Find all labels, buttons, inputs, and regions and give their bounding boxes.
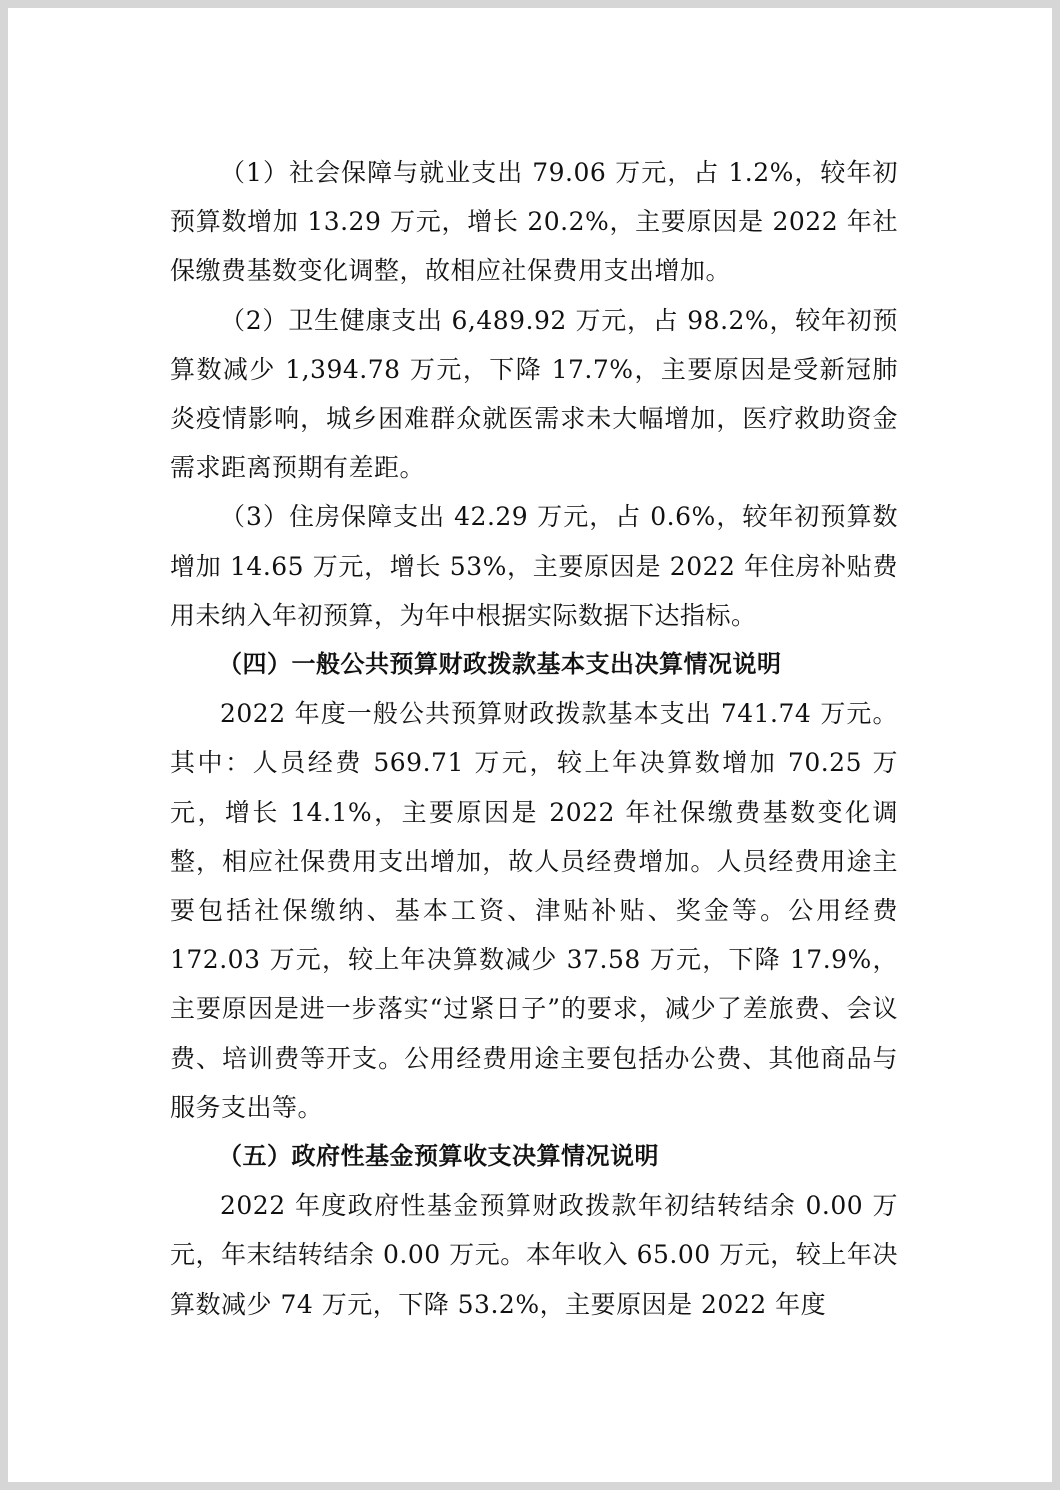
section-heading-basic-expenditure: （四）一般公共预算财政拨款基本支出决算情况说明 — [218, 650, 782, 679]
paragraph-health: （2）卫生健康支出 6,489.92 万元，占 98.2%，较年初预算数减少 1,394.78 万元，下降 17.7%，主要原因是受新冠肺炎疫情影响，城乡困难群众就医需求未大幅增加，医疗救助资金需求距离预期有差距。 — [170, 305, 898, 483]
paragraph-government-fund: 2022 年度政府性基金预算财政拨款年初结转结余 0.00 万元，年末结转结余 0.00 万元。本年收入 65.00 万元，较上年决算数减少 74 万元，下降 53.2%，主要原因是 2022 年度 — [170, 1191, 898, 1319]
paragraph-housing: （3）住房保障支出 42.29 万元，占 0.6%，较年初预算数增加 14.65 万元，增长 53%，主要原因是 2022 年住房补贴费用未纳入年初预算，为年中根据实际数据下达指标。 — [170, 502, 898, 630]
paragraph-social-security: （1）社会保障与就业支出 79.06 万元，占 1.2%，较年初预算数增加 13.29 万元，增长 20.2%，主要原因是 2022 年社保缴费基数变化调整，故相应社保费用支出增加。 — [170, 158, 898, 286]
document-page — [8, 8, 1052, 1482]
paragraph-basic-expenditure: 2022 年度一般公共预算财政拨款基本支出 741.74 万元。其中：人员经费 569.71 万元，较上年决算数增加 70.25 万元，增长 14.1%，主要原因是 2022 年社保缴费基数变化调整，相应社保费用支出增加，故人员经费增加。人员经费用途主要包括社保缴纳、基本工资、津贴补贴、奖金等。公用经费 172.03 万元，较上年决算数减少 37.58 万元，下降 17.9%，主要原因是进一步落实“过紧日子”的要求，减少了差旅费、会议费、培训费等开支。公用经费用途主要包括办公费、其他商品与服务支出等。 — [170, 699, 898, 1122]
section-heading-government-fund: （五）政府性基金预算收支决算情况说明 — [218, 1142, 659, 1171]
document-body — [170, 148, 898, 1329]
